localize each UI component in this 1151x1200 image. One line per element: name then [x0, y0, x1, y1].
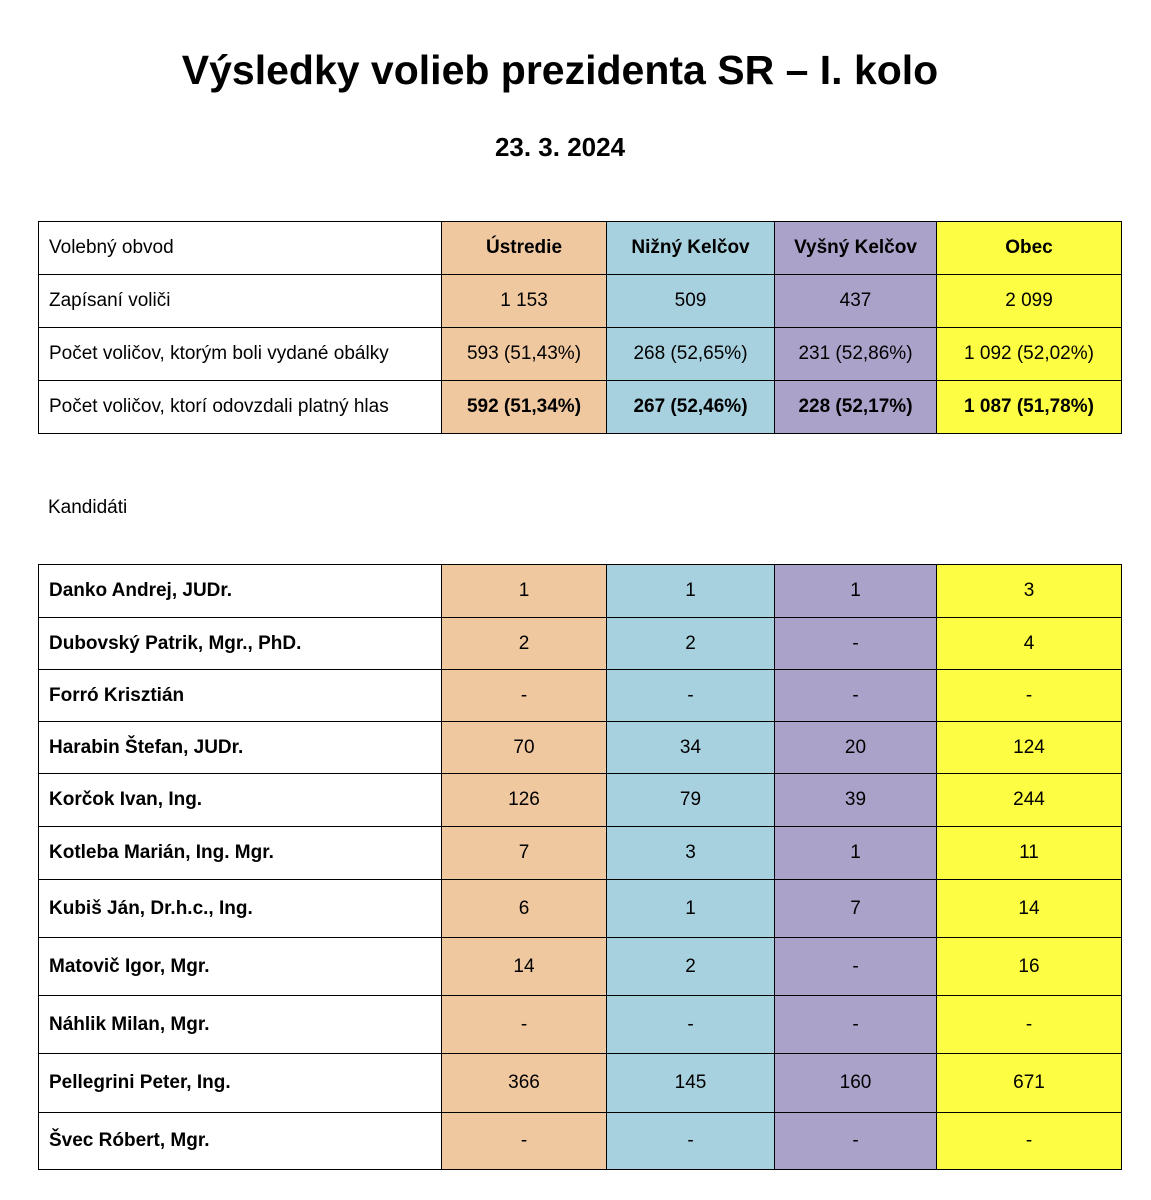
summary-row-label: Počet voličov, ktorí odovzdali platný hlas [39, 381, 442, 434]
candidate-row [39, 774, 1122, 827]
candidate-votes-obec: - [937, 670, 1122, 722]
candidate-votes-obec: - [937, 996, 1122, 1054]
candidate-votes-ustredie: 70 [442, 722, 607, 774]
candidate-row [39, 618, 1122, 670]
candidate-votes-obec: 3 [937, 565, 1122, 618]
district-label: Volebný obvod [39, 222, 442, 275]
candidate-votes-vysny-kelcov: - [775, 996, 937, 1054]
candidate-votes-nizny-kelcov: 34 [607, 722, 775, 774]
summary-cell: 509 [607, 275, 775, 328]
summary-cell: 592 (51,34%) [442, 381, 607, 434]
candidate-votes-nizny-kelcov: - [607, 996, 775, 1054]
column-header-vysny-kelcov: Vyšný Kelčov [775, 222, 937, 275]
candidate-votes-nizny-kelcov: 2 [607, 938, 775, 996]
candidate-votes-obec: 16 [937, 938, 1122, 996]
candidate-votes-ustredie: 7 [442, 827, 607, 880]
column-header-obec: Obec [937, 222, 1122, 275]
candidate-name: Náhlik Milan, Mgr. [39, 996, 442, 1054]
candidate-name: Harabin Štefan, JUDr. [39, 722, 442, 774]
summary-cell: 268 (52,65%) [607, 328, 775, 381]
summary-cell: 1 092 (52,02%) [937, 328, 1122, 381]
candidate-row [39, 827, 1122, 880]
summary-table [38, 221, 1122, 434]
candidate-votes-nizny-kelcov: 2 [607, 618, 775, 670]
candidate-votes-vysny-kelcov: 1 [775, 565, 937, 618]
summary-cell: 593 (51,43%) [442, 328, 607, 381]
summary-row-label: Zapísaní voliči [39, 275, 442, 328]
candidate-name: Kubiš Ján, Dr.h.c., Ing. [39, 880, 442, 938]
candidate-votes-nizny-kelcov: - [607, 1113, 775, 1170]
summary-row-envelopes-issued [39, 328, 1122, 381]
summary-row-valid-votes [39, 381, 1122, 434]
candidate-name: Dubovský Patrik, Mgr., PhD. [39, 618, 442, 670]
candidate-name: Danko Andrej, JUDr. [39, 565, 442, 618]
summary-cell: 2 099 [937, 275, 1122, 328]
candidate-votes-nizny-kelcov: 1 [607, 880, 775, 938]
candidate-votes-vysny-kelcov: - [775, 1113, 937, 1170]
candidate-votes-vysny-kelcov: 39 [775, 774, 937, 827]
candidate-votes-obec: - [937, 1113, 1122, 1170]
candidates-heading: Kandidáti [48, 497, 128, 518]
candidate-votes-ustredie: 126 [442, 774, 607, 827]
column-header-nizny-kelcov: Nižný Kelčov [607, 222, 775, 275]
summary-cell: 267 (52,46%) [607, 381, 775, 434]
candidate-votes-vysny-kelcov: 7 [775, 880, 937, 938]
candidate-name: Pellegrini Peter, Ing. [39, 1054, 442, 1113]
candidate-votes-vysny-kelcov: 160 [775, 1054, 937, 1113]
candidate-votes-ustredie: 1 [442, 565, 607, 618]
candidate-votes-obec: 124 [937, 722, 1122, 774]
candidate-votes-ustredie: 2 [442, 618, 607, 670]
candidate-row [39, 565, 1122, 618]
candidate-votes-vysny-kelcov: - [775, 938, 937, 996]
candidate-row [39, 670, 1122, 722]
candidate-votes-ustredie: - [442, 670, 607, 722]
summary-row-registered-voters [39, 275, 1122, 328]
candidate-row [39, 880, 1122, 938]
candidate-row [39, 1113, 1122, 1170]
candidate-row [39, 996, 1122, 1054]
summary-row-label: Počet voličov, ktorým boli vydané obálky [39, 328, 442, 381]
candidate-votes-vysny-kelcov: - [775, 670, 937, 722]
candidate-votes-obec: 14 [937, 880, 1122, 938]
candidate-votes-nizny-kelcov: - [607, 670, 775, 722]
candidate-votes-ustredie: 14 [442, 938, 607, 996]
candidate-row [39, 722, 1122, 774]
summary-cell: 1 153 [442, 275, 607, 328]
candidate-votes-ustredie: - [442, 1113, 607, 1170]
page-title: Výsledky volieb prezidenta SR – I. kolo [181, 47, 939, 93]
candidate-votes-nizny-kelcov: 79 [607, 774, 775, 827]
candidate-votes-obec: 11 [937, 827, 1122, 880]
summary-cell: 228 (52,17%) [775, 381, 937, 434]
candidate-name: Matovič Igor, Mgr. [39, 938, 442, 996]
candidates-table [38, 564, 1122, 1170]
summary-header-row [39, 222, 1122, 275]
candidate-votes-obec: 4 [937, 618, 1122, 670]
candidate-row [39, 1054, 1122, 1113]
candidate-votes-ustredie: 366 [442, 1054, 607, 1113]
candidate-name: Kotleba Marián, Ing. Mgr. [39, 827, 442, 880]
candidate-votes-vysny-kelcov: 1 [775, 827, 937, 880]
candidate-votes-ustredie: 6 [442, 880, 607, 938]
summary-cell: 1 087 (51,78%) [937, 381, 1122, 434]
candidate-votes-vysny-kelcov: 20 [775, 722, 937, 774]
column-header-ustredie: Ústredie [442, 222, 607, 275]
summary-cell: 437 [775, 275, 937, 328]
candidate-votes-ustredie: - [442, 996, 607, 1054]
election-date: 23. 3. 2024 [494, 132, 626, 162]
candidate-name: Forró Krisztián [39, 670, 442, 722]
candidate-votes-vysny-kelcov: - [775, 618, 937, 670]
candidate-name: Švec Róbert, Mgr. [39, 1113, 442, 1170]
candidate-votes-nizny-kelcov: 145 [607, 1054, 775, 1113]
candidate-votes-obec: 244 [937, 774, 1122, 827]
candidate-votes-nizny-kelcov: 1 [607, 565, 775, 618]
candidate-row [39, 938, 1122, 996]
candidate-name: Korčok Ivan, Ing. [39, 774, 442, 827]
candidate-votes-nizny-kelcov: 3 [607, 827, 775, 880]
candidate-votes-obec: 671 [937, 1054, 1122, 1113]
summary-cell: 231 (52,86%) [775, 328, 937, 381]
